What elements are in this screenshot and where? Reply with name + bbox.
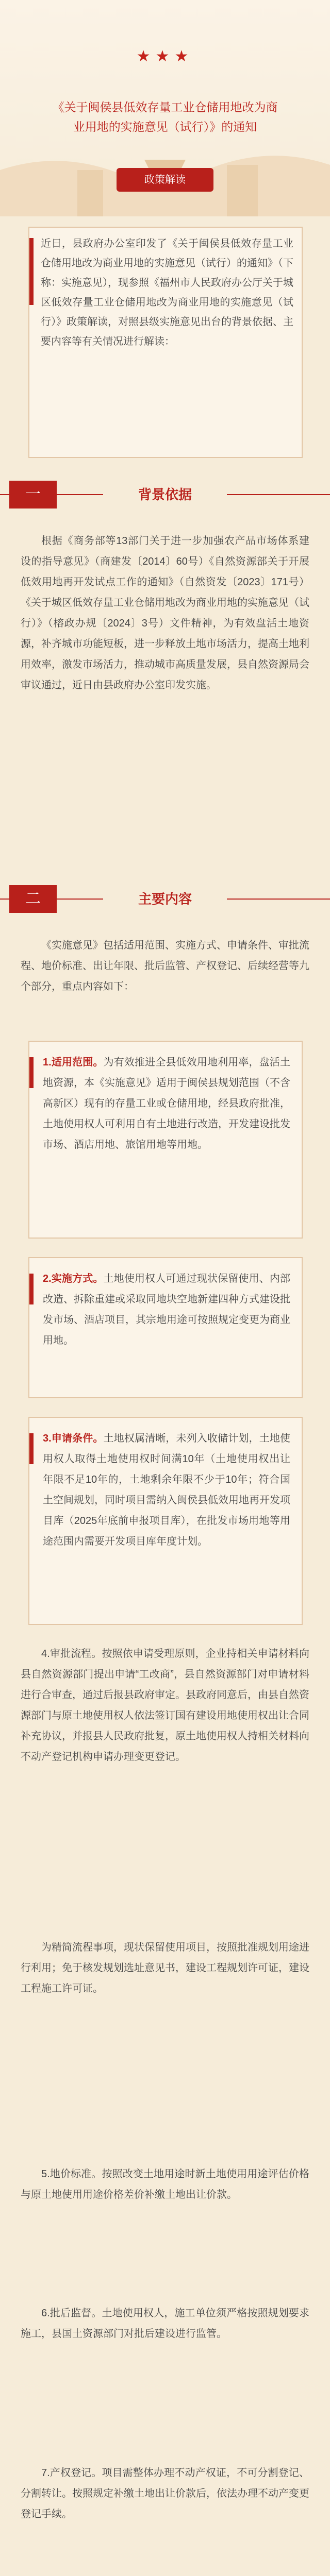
approval-text: 4.审批流程。按照依申请受理原则，企业持相关申请材料向县自然资源部门提出申请“工改商”，县自然资源部门对申请材料进行合审查，通过后报县政府审定。县政府同意后，由县自然资源部门与原土地使用权人依法签订国有建设用地使用权出让合同补充协议，并报县人民政府批复，原土地使用权人持相关材料向不动产登记机构申请办理变更登记。: [21, 1648, 309, 1762]
supervision-text: 6.批后监督。土地使用权人，施工单位须严格按照规划要求施工，县国土资源部门对批后建设进行监管。: [21, 2308, 309, 2340]
price-text: 5.地价标准。按照改变土地用途时新土地使用用途评估价格与原土地使用用途价格差价补缴土地出让价款。: [21, 2168, 309, 2200]
item-label: 1.适用范围。: [43, 1057, 104, 1068]
card-accent-bar: [29, 1057, 34, 1088]
item-label: 2.实施方式。: [43, 1273, 104, 1284]
stars-icon: ★★★: [136, 48, 194, 65]
section-title: 主要内容: [103, 887, 227, 911]
card-accent-bar: [29, 1274, 34, 1304]
item-text: [43, 1428, 290, 1552]
simplify-text: 为精简流程事项，现状保留使用项目，按照批准规划用途进行利用；免于核发规划选址意见书，建设工程规划许可证，建设工程施工许可证。: [21, 1942, 309, 1994]
background-text: 根据《商务部等13部门关于进一步加强农产品市场体系建设的指导意见》（商建发〔2014〕60号）《自然资源部关于开展低效用地再开发试点工作的通知》（自然资发〔2023〕171号）《关于城区低效存量工业仓储用地改为商业用地的实施意见（试行）》（榕政办规〔2024〕3号）文件精神，为有效盘活土地资源，补齐城市功能短板，进一步释放土地市场活力，提高土地利用效率，激发市场活力，推动城市高质量发展，县自然资源局会审议通过，近日由县政府办公室印发实施。: [21, 535, 309, 691]
item-card-method: [28, 1257, 303, 1398]
item-body: 土地使用权人可通过现状保留使用、内部改造、拆除重建或采取同地块空地新建四种方式建设批发市场、酒店项目，其宗地用途可按照规定变更为商业用地。: [43, 1273, 290, 1346]
section-header-background: [0, 477, 330, 513]
section-number: 一: [9, 481, 57, 509]
page-header: [0, 0, 330, 222]
item-label: 3.申请条件。: [43, 1433, 104, 1444]
intro-accent-bar: [29, 238, 34, 305]
card-accent-bar: [29, 1433, 34, 1464]
item-card-scope: [28, 1041, 303, 1239]
page-title: 《关于闽侯县低效存量工业仓储用地改为商业用地的实施意见（试行）》的通知: [52, 101, 278, 134]
section-number: 二: [9, 885, 57, 913]
section-header-content: [0, 881, 330, 917]
content-intro-text: 《实施意见》包括适用范围、实施方式、申请条件、审批流程、地价标准、出让年限、批后监管、产权登记、后续经营等九个部分，重点内容如下：: [21, 940, 309, 992]
intro-text: 近日，县政府办公室印发了《关于闽侯县低效存量工业仓储用地改为商业用地的实施意见（试行）的通知》（下称：实施意见），现参照《福州市人民政府办公厅关于城区低效存量工业仓储用地改为商业用地的实施意见（试行）》政策解读，对照县级实施意见出台的背景依据、主要内容等有关情况进行解读：: [41, 238, 293, 347]
section-title: 背景依据: [103, 483, 227, 506]
policy-interpretation-button[interactable]: 政策解读: [117, 168, 213, 192]
intro-box: [28, 227, 303, 458]
item-card-conditions: [28, 1417, 303, 1625]
item-text: [43, 1268, 290, 1351]
item-text: [43, 1052, 290, 1155]
item-body: 为有效推进全县低效用地利用率，盘活土地资源，本《实施意见》适用于闽侯县规划范围（不含高新区）现有的存量工业或仓储用地，经县政府批准，土地使用权人可利用自有土地进行改造，开发建设批发市场、酒店用地、旅馆用地等用地。: [43, 1057, 290, 1150]
registration-text: 7.产权登记。项目需整体办理不动产权证，不可分割登记、分割转让。按照规定补缴土地出让价款后，依法办理不动产变更登记手续。: [21, 2467, 309, 2520]
item-body: 土地权属清晰，未列入收储计划，土地使用权人取得土地使用权时间满10年（土地使用权出让年限不足10年的，土地剩余年限不少于10年；符合国土空间规划，同时项目需纳入闽侯县低效用地再开发项目库（2025年底前申报项目库），在批发市场用地等用途范围内需要开发项目库年度计划。: [43, 1433, 290, 1547]
